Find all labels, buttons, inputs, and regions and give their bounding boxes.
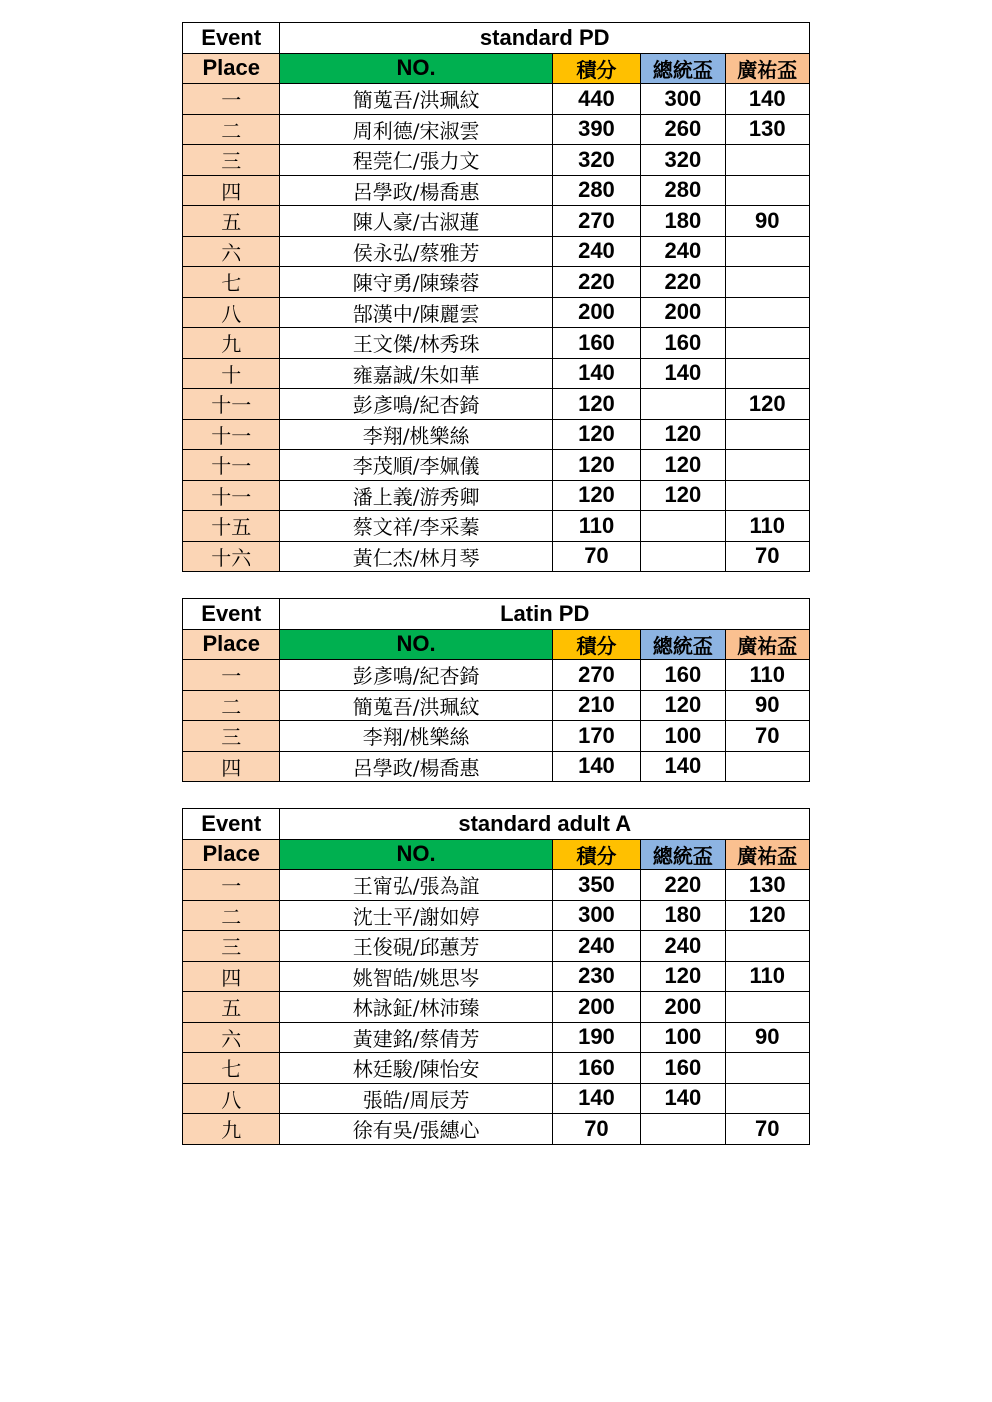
couple-name: 蔡文祥/李采蓁: [280, 511, 552, 542]
place-cell: 三: [183, 931, 280, 962]
table-row: [183, 297, 810, 328]
table-row: [183, 541, 810, 572]
place-cell: 八: [183, 1083, 280, 1114]
place-cell: 四: [183, 751, 280, 782]
couple-name: 陳人豪/古淑蓮: [280, 206, 552, 237]
results-table: [182, 808, 810, 1145]
place-cell: 三: [183, 145, 280, 176]
points-value: 350: [552, 870, 640, 901]
cup-a-value: 240: [641, 236, 725, 267]
points-value: 140: [552, 1083, 640, 1114]
points-value: 240: [552, 931, 640, 962]
couple-name: 雍嘉誠/朱如華: [280, 358, 552, 389]
couple-name: 陳守勇/陳臻蓉: [280, 267, 552, 298]
cup-a-value: 280: [641, 175, 725, 206]
couple-name: 簡蒐吾/洪珮紋: [280, 84, 552, 115]
place-cell: 五: [183, 992, 280, 1023]
cup-b-value: 70: [725, 1114, 809, 1145]
event-label: Event: [183, 23, 280, 54]
cup-a-value: 160: [641, 328, 725, 359]
cup-a-value: 220: [641, 870, 725, 901]
table-row: [183, 961, 810, 992]
place-cell: 二: [183, 900, 280, 931]
event-name: standard adult A: [280, 809, 810, 840]
table-row: [183, 450, 810, 481]
column-header-row: [183, 839, 810, 870]
cup-a-value: 300: [641, 84, 725, 115]
table-row: [183, 1083, 810, 1114]
cup-b-value: [725, 450, 809, 481]
cup-b-value: [725, 1083, 809, 1114]
place-cell: 十一: [183, 419, 280, 450]
points-value: 120: [552, 389, 640, 420]
couple-name: 沈士平/謝如婷: [280, 900, 552, 931]
couple-name: 姚智皓/姚思岑: [280, 961, 552, 992]
cup-a-value: 180: [641, 206, 725, 237]
cup-b-value: 130: [725, 114, 809, 145]
points-value: 160: [552, 328, 640, 359]
points-value: 240: [552, 236, 640, 267]
cup-a-value: [641, 541, 725, 572]
points-value: 270: [552, 206, 640, 237]
place-cell: 七: [183, 267, 280, 298]
cup-b-value: 110: [725, 660, 809, 691]
cup-a-value: [641, 389, 725, 420]
cup-a-value: 180: [641, 900, 725, 931]
points-value: 210: [552, 690, 640, 721]
cup-b-value: 130: [725, 870, 809, 901]
results-table: [182, 22, 810, 572]
points-value: 270: [552, 660, 640, 691]
cup-b-header: 廣祐盃: [725, 839, 809, 870]
couple-name: 潘上義/游秀卿: [280, 480, 552, 511]
cup-a-value: [641, 1114, 725, 1145]
cup-b-value: 70: [725, 541, 809, 572]
event-label: Event: [183, 599, 280, 630]
points-value: 140: [552, 751, 640, 782]
points-value: 200: [552, 992, 640, 1023]
points-value: 110: [552, 511, 640, 542]
place-header: Place: [183, 629, 280, 660]
event-row: [183, 599, 810, 630]
cup-a-value: [641, 511, 725, 542]
place-cell: 三: [183, 721, 280, 752]
points-value: 120: [552, 480, 640, 511]
column-header-row: [183, 53, 810, 84]
cup-b-value: 110: [725, 511, 809, 542]
cup-a-header: 總統盃: [641, 839, 725, 870]
points-header: 積分: [552, 629, 640, 660]
cup-a-value: 140: [641, 358, 725, 389]
couple-name: 郜漢中/陳麗雲: [280, 297, 552, 328]
table-row: [183, 114, 810, 145]
place-cell: 九: [183, 328, 280, 359]
no-header: NO.: [280, 629, 552, 660]
points-value: 190: [552, 1022, 640, 1053]
cup-b-value: [725, 145, 809, 176]
cup-b-header: 廣祐盃: [725, 53, 809, 84]
table-row: [183, 358, 810, 389]
place-cell: 五: [183, 206, 280, 237]
table-row: [183, 992, 810, 1023]
points-value: 140: [552, 358, 640, 389]
table-row: [183, 175, 810, 206]
cup-a-value: 140: [641, 1083, 725, 1114]
cup-b-value: 120: [725, 900, 809, 931]
table-row: [183, 419, 810, 450]
couple-name: 張皓/周辰芳: [280, 1083, 552, 1114]
table-row: [183, 84, 810, 115]
couple-name: 李翔/桃樂絲: [280, 419, 552, 450]
couple-name: 李翔/桃樂絲: [280, 721, 552, 752]
place-header: Place: [183, 839, 280, 870]
cup-a-value: 240: [641, 931, 725, 962]
place-cell: 十一: [183, 450, 280, 481]
place-cell: 十一: [183, 389, 280, 420]
cup-b-value: 140: [725, 84, 809, 115]
cup-a-value: 100: [641, 1022, 725, 1053]
couple-name: 呂學政/楊喬惠: [280, 175, 552, 206]
couple-name: 程莞仁/張力文: [280, 145, 552, 176]
cup-b-header: 廣祐盃: [725, 629, 809, 660]
cup-a-value: 200: [641, 297, 725, 328]
cup-a-value: 100: [641, 721, 725, 752]
cup-a-value: 260: [641, 114, 725, 145]
cup-b-value: [725, 1053, 809, 1084]
couple-name: 簡蒐吾/洪珮紋: [280, 690, 552, 721]
cup-a-value: 120: [641, 690, 725, 721]
place-cell: 六: [183, 1022, 280, 1053]
cup-b-value: [725, 931, 809, 962]
table-row: [183, 690, 810, 721]
cup-a-header: 總統盃: [641, 53, 725, 84]
no-header: NO.: [280, 839, 552, 870]
results-table: [182, 598, 810, 782]
place-cell: 一: [183, 660, 280, 691]
cup-b-value: 90: [725, 206, 809, 237]
cup-a-value: 320: [641, 145, 725, 176]
cup-b-value: [725, 267, 809, 298]
cup-a-value: 120: [641, 961, 725, 992]
place-cell: 十五: [183, 511, 280, 542]
couple-name: 周利德/宋淑雲: [280, 114, 552, 145]
cup-a-value: 120: [641, 480, 725, 511]
cup-a-value: 220: [641, 267, 725, 298]
table-row: [183, 328, 810, 359]
table-row: [183, 511, 810, 542]
place-cell: 二: [183, 114, 280, 145]
cup-a-value: 120: [641, 450, 725, 481]
cup-b-value: [725, 992, 809, 1023]
cup-b-value: [725, 175, 809, 206]
cup-b-value: [725, 419, 809, 450]
table-row: [183, 267, 810, 298]
place-header: Place: [183, 53, 280, 84]
points-value: 230: [552, 961, 640, 992]
points-value: 70: [552, 541, 640, 572]
points-value: 70: [552, 1114, 640, 1145]
points-value: 120: [552, 450, 640, 481]
cup-a-value: 200: [641, 992, 725, 1023]
points-value: 160: [552, 1053, 640, 1084]
place-cell: 一: [183, 870, 280, 901]
couple-name: 李茂順/李姵儀: [280, 450, 552, 481]
cup-b-value: 120: [725, 389, 809, 420]
couple-name: 王甯弘/張為誼: [280, 870, 552, 901]
points-value: 320: [552, 145, 640, 176]
table-row: [183, 1114, 810, 1145]
table-row: [183, 931, 810, 962]
couple-name: 徐有吳/張繐心: [280, 1114, 552, 1145]
event-label: Event: [183, 809, 280, 840]
place-cell: 九: [183, 1114, 280, 1145]
cup-a-value: 140: [641, 751, 725, 782]
cup-b-value: 110: [725, 961, 809, 992]
cup-b-value: 90: [725, 690, 809, 721]
cup-a-header: 總統盃: [641, 629, 725, 660]
event-row: [183, 809, 810, 840]
points-value: 390: [552, 114, 640, 145]
place-cell: 八: [183, 297, 280, 328]
points-value: 170: [552, 721, 640, 752]
place-cell: 四: [183, 175, 280, 206]
points-value: 120: [552, 419, 640, 450]
no-header: NO.: [280, 53, 552, 84]
event-name: standard PD: [280, 23, 810, 54]
points-value: 300: [552, 900, 640, 931]
cup-a-value: 120: [641, 419, 725, 450]
place-cell: 七: [183, 1053, 280, 1084]
table-row: [183, 1053, 810, 1084]
table-row: [183, 236, 810, 267]
column-header-row: [183, 629, 810, 660]
points-value: 280: [552, 175, 640, 206]
couple-name: 林廷駿/陳怡安: [280, 1053, 552, 1084]
cup-a-value: 160: [641, 660, 725, 691]
place-cell: 十一: [183, 480, 280, 511]
couple-name: 呂學政/楊喬惠: [280, 751, 552, 782]
cup-a-value: 160: [641, 1053, 725, 1084]
table-row: [183, 751, 810, 782]
cup-b-value: [725, 358, 809, 389]
place-cell: 一: [183, 84, 280, 115]
cup-b-value: [725, 751, 809, 782]
table-row: [183, 660, 810, 691]
cup-b-value: [725, 328, 809, 359]
table-row: [183, 721, 810, 752]
couple-name: 侯永弘/蔡雅芳: [280, 236, 552, 267]
place-cell: 四: [183, 961, 280, 992]
place-cell: 六: [183, 236, 280, 267]
couple-name: 黃仁杰/林月琴: [280, 541, 552, 572]
table-row: [183, 145, 810, 176]
cup-b-value: [725, 297, 809, 328]
event-name: Latin PD: [280, 599, 810, 630]
table-row: [183, 206, 810, 237]
points-value: 200: [552, 297, 640, 328]
table-row: [183, 1022, 810, 1053]
couple-name: 王文傑/林秀珠: [280, 328, 552, 359]
points-value: 440: [552, 84, 640, 115]
points-header: 積分: [552, 839, 640, 870]
place-cell: 二: [183, 690, 280, 721]
table-row: [183, 900, 810, 931]
points-header: 積分: [552, 53, 640, 84]
table-row: [183, 870, 810, 901]
place-cell: 十: [183, 358, 280, 389]
event-row: [183, 23, 810, 54]
table-row: [183, 389, 810, 420]
cup-b-value: 90: [725, 1022, 809, 1053]
cup-b-value: 70: [725, 721, 809, 752]
cup-b-value: [725, 236, 809, 267]
couple-name: 黃建銘/蔡倩芳: [280, 1022, 552, 1053]
couple-name: 林詠鉦/林沛臻: [280, 992, 552, 1023]
couple-name: 彭彥鳴/紀杏錡: [280, 389, 552, 420]
points-value: 220: [552, 267, 640, 298]
couple-name: 王俊硯/邱蕙芳: [280, 931, 552, 962]
table-row: [183, 480, 810, 511]
cup-b-value: [725, 480, 809, 511]
place-cell: 十六: [183, 541, 280, 572]
couple-name: 彭彥鳴/紀杏錡: [280, 660, 552, 691]
